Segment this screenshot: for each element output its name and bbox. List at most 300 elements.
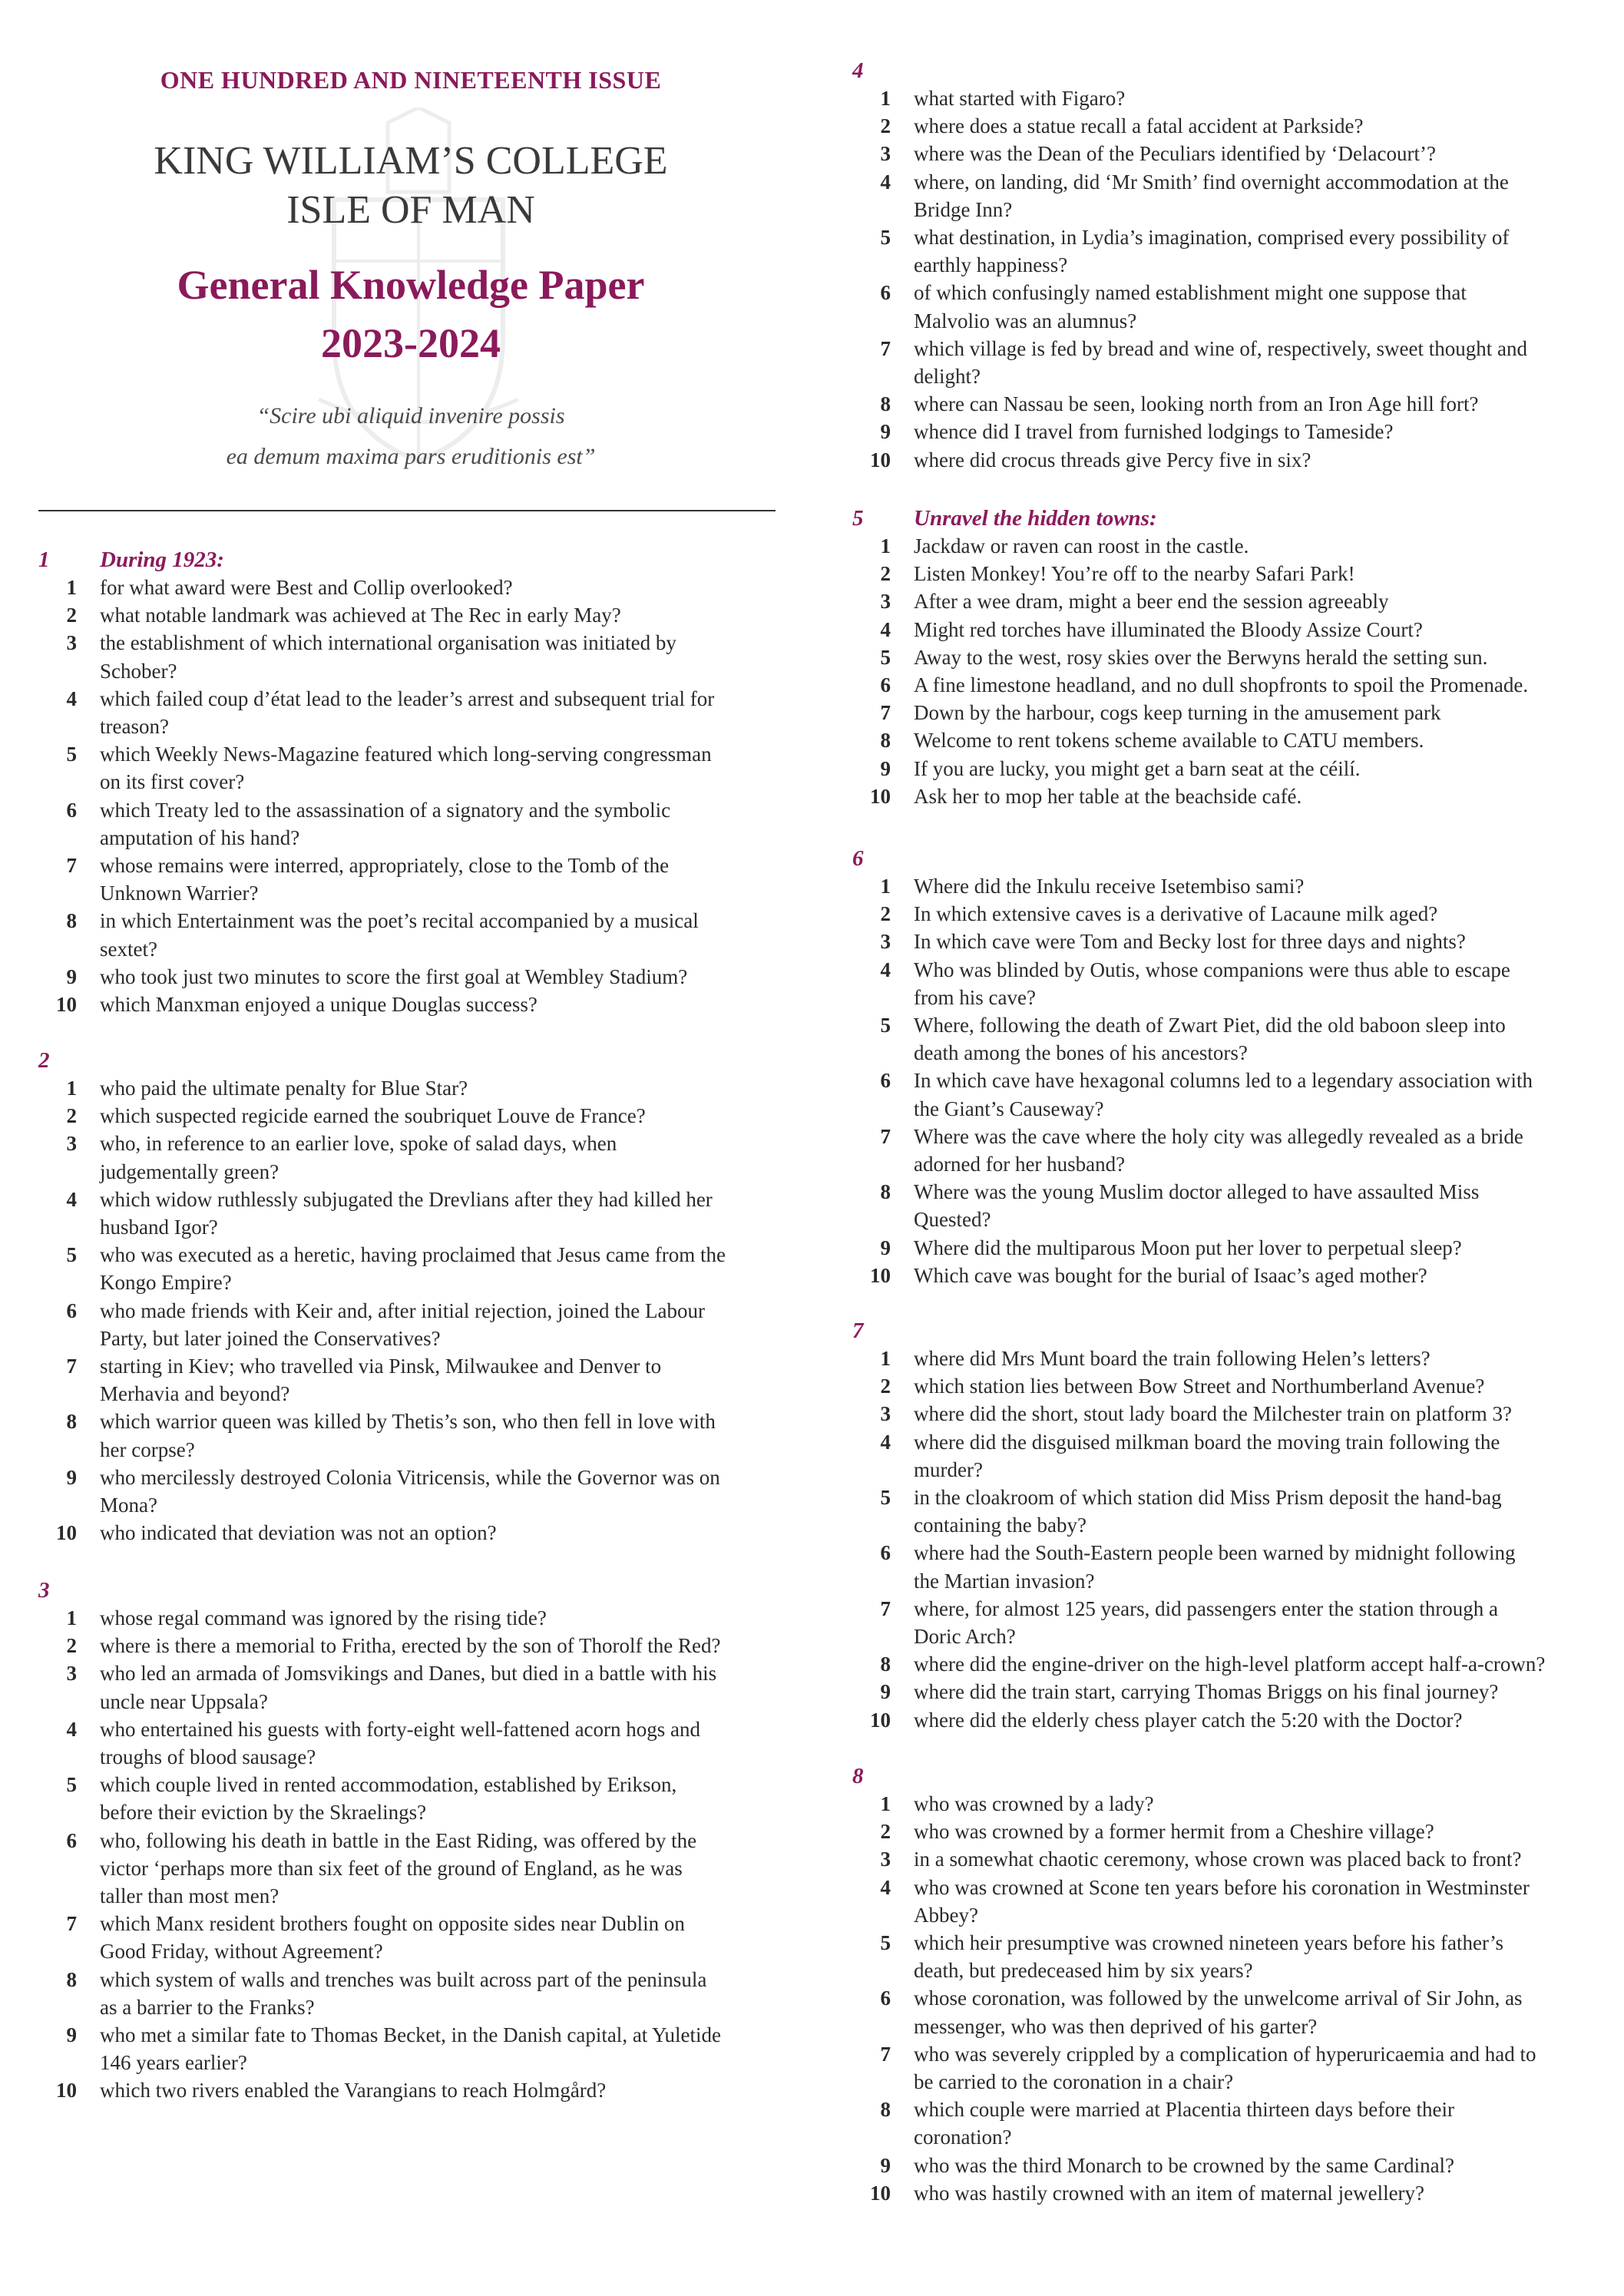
question-line: A fine limestone headland, and no dull shopfronts to spoil the Promenade.	[914, 673, 1529, 697]
question-line: In which cave were Tom and Becky lost for three days and nights?	[914, 930, 1466, 954]
question-number: 4	[880, 617, 891, 641]
question-number: 2	[880, 1820, 891, 1844]
question-number: 3	[880, 590, 891, 614]
question-number: 9	[66, 1465, 77, 1489]
question-line: who entertained his guests with forty-eight well-fattened acorn hogs and	[100, 1717, 701, 1741]
question-line: Might red torches have illuminated the Bloody Assize Court?	[914, 617, 1423, 641]
question-text	[100, 685, 806, 740]
section-7	[852, 1317, 1620, 1734]
question-text	[100, 1464, 806, 1519]
question-line: who was crowned by a lady?	[914, 1792, 1154, 1815]
question-line: where was the Dean of the Peculiars identified by ‘Delacourt’?	[914, 142, 1436, 166]
question-number: 1	[66, 1606, 77, 1629]
question-line: who indicated that deviation was not an option?	[100, 1521, 497, 1545]
question-line: of which confusingly named establishment might one suppose that	[914, 281, 1467, 305]
question-line: who met a similar fate to Thomas Becket, in the Danish capital, at Yuletide	[100, 2023, 722, 2047]
question-line: who was the third Monarch to be crowned by the same Cardinal?	[914, 2153, 1455, 2177]
question-number: 9	[66, 2023, 77, 2047]
section-2	[38, 1047, 806, 1547]
question-number: 4	[880, 1875, 891, 1899]
question-text	[914, 1818, 1620, 1845]
question-text	[914, 755, 1620, 782]
question-number: 3	[880, 1848, 891, 1871]
question-item	[852, 956, 1620, 1011]
paper-title: General Knowledge Paper	[177, 262, 645, 308]
question-item	[38, 1352, 806, 1408]
question-text	[914, 2152, 1620, 2179]
question-line: Abbey?	[914, 1903, 978, 1927]
question-line: whose coronation, was followed by the unwelcome arrival of Sir John, as	[914, 1987, 1523, 2010]
question-number: 4	[880, 958, 891, 981]
section-number: 4	[852, 58, 864, 83]
question-number: 2	[66, 604, 77, 627]
question-number: 4	[880, 1430, 891, 1454]
question-number: 6	[66, 1828, 77, 1852]
question-line: uncle near Uppsala?	[100, 1689, 268, 1713]
question-text	[100, 1297, 806, 1352]
question-number: 3	[66, 1132, 77, 1156]
question-number: 7	[880, 2042, 891, 2066]
question-item	[852, 1067, 1620, 1122]
question-number: 10	[870, 784, 891, 808]
question-text	[100, 1186, 806, 1241]
question-text	[100, 1604, 806, 1632]
question-item	[852, 587, 1620, 615]
question-item	[38, 1966, 806, 2021]
question-number: 6	[880, 1541, 891, 1565]
question-number: 10	[56, 1521, 77, 1545]
question-text	[100, 1771, 806, 1826]
section-number: 6	[852, 846, 864, 871]
question-line: as a barrier to the Franks?	[100, 1995, 315, 2019]
motto-line-2: ea demum maxima pars eruditionis est”	[226, 444, 596, 469]
question-number: 1	[66, 1077, 77, 1100]
question-text	[914, 1845, 1620, 1873]
question-item	[852, 446, 1620, 474]
question-number: 3	[880, 930, 891, 954]
question-item	[852, 1428, 1620, 1484]
question-line: in a somewhat chaotic ceremony, whose crown was placed back to front?	[914, 1848, 1522, 1871]
question-line: Party, but later joined the Conservatives?	[100, 1326, 441, 1350]
question-line: Bridge Inn?	[914, 197, 1013, 221]
question-line: In which extensive caves is a derivative of Lacaune milk aged?	[914, 902, 1438, 926]
question-item	[38, 629, 806, 684]
question-text	[914, 2040, 1620, 2096]
question-number: 4	[880, 170, 891, 194]
question-text	[100, 1102, 806, 1130]
question-number: 7	[880, 336, 891, 360]
question-item	[38, 685, 806, 740]
question-line: murder?	[914, 1457, 983, 1481]
question-text	[914, 279, 1620, 334]
question-line: for what award were Best and Collip overlooked?	[100, 576, 513, 599]
question-line: Merhavia and beyond?	[100, 1382, 290, 1406]
question-line: Quested?	[914, 1208, 991, 1232]
question-line: Doric Arch?	[914, 1625, 1016, 1649]
question-line: Listen Monkey! You’re off to the nearby Safari Park!	[914, 562, 1355, 586]
question-line: where had the South-Eastern people been warned by midnight following	[914, 1541, 1516, 1565]
question-number: 5	[880, 645, 891, 669]
question-item	[852, 1011, 1620, 1067]
question-line: whose regal command was ignored by the rising tide?	[100, 1606, 547, 1629]
question-number: 2	[880, 1375, 891, 1398]
question-number: 8	[880, 392, 891, 416]
question-number: 6	[66, 798, 77, 822]
question-line: taller than most men?	[100, 1884, 279, 1908]
question-line: who was executed as a heretic, having proclaimed that Jesus came from the	[100, 1243, 726, 1267]
question-number: 5	[66, 743, 77, 766]
question-line: from his cave?	[914, 985, 1036, 1009]
question-line: Welcome to rent tokens scheme available to CATU members.	[914, 729, 1424, 753]
question-item	[38, 852, 806, 907]
question-number: 1	[66, 576, 77, 599]
section-header	[852, 845, 1620, 872]
question-number: 10	[870, 1708, 891, 1732]
question-number: 10	[870, 1263, 891, 1287]
question-line: which couple lived in rented accommodation, established by Erikson,	[100, 1773, 677, 1797]
question-number: 8	[880, 2098, 891, 2122]
question-text	[100, 907, 806, 962]
question-text	[914, 1790, 1620, 1818]
question-line: which system of walls and trenches was built across part of the peninsula	[100, 1967, 707, 1991]
question-item	[852, 782, 1620, 810]
section-header	[852, 1762, 1620, 1790]
question-line: what notable landmark was achieved at The Rec in early May?	[100, 604, 621, 627]
question-number: 10	[870, 448, 891, 471]
question-item	[852, 560, 1620, 587]
question-number: 4	[66, 686, 77, 710]
question-line: which widow ruthlessly subjugated the Drevlians after they had killed her	[100, 1187, 713, 1211]
question-text	[914, 1706, 1620, 1734]
question-line: Away to the west, rosy skies over the Berwyns herald the setting sun.	[914, 645, 1488, 669]
question-text	[914, 1678, 1620, 1705]
question-line: where is there a memorial to Fritha, erected by the son of Thorolf the Red?	[100, 1634, 721, 1658]
question-line: Down by the harbour, cogs keep turning in the amusement park	[914, 701, 1441, 725]
question-number: 6	[880, 281, 891, 305]
question-number: 3	[66, 1662, 77, 1686]
question-number: 9	[880, 1236, 891, 1259]
question-item	[38, 1632, 806, 1659]
question-text	[100, 796, 806, 852]
question-line: which station lies between Bow Street and Northumberland Avenue?	[914, 1375, 1485, 1398]
question-text	[914, 1011, 1620, 1067]
question-item	[38, 1074, 806, 1102]
question-number: 7	[66, 854, 77, 878]
question-item	[38, 1827, 806, 1911]
question-line: earthly happiness?	[914, 253, 1068, 277]
question-number: 7	[66, 1912, 77, 1936]
question-text	[914, 1539, 1620, 1594]
question-text	[100, 1130, 806, 1185]
question-item	[852, 532, 1620, 560]
question-line: who made friends with Keir and, after initial rejection, joined the Labour	[100, 1299, 705, 1322]
question-text	[914, 1067, 1620, 1122]
question-line: who paid the ultimate penalty for Blue Star?	[100, 1077, 468, 1100]
question-item	[852, 1984, 1620, 2040]
question-line: Where was the young Muslim doctor alleged to have assaulted Miss	[914, 1180, 1480, 1204]
question-text	[914, 900, 1620, 928]
question-text	[914, 1484, 1620, 1539]
question-line: where did the engine-driver on the high-level platform accept half-a-crown?	[914, 1653, 1546, 1676]
question-line: Schober?	[100, 659, 177, 683]
section-header	[852, 1317, 1620, 1345]
question-line: death, but predeceased him by six years?	[914, 1959, 1253, 1983]
section-4	[852, 57, 1620, 474]
motto-line-1: “Scire ubi aliquid invenire possis	[256, 403, 565, 428]
question-number: 4	[66, 1187, 77, 1211]
section-number: 5	[852, 506, 864, 531]
question-number: 7	[880, 1124, 891, 1148]
question-item	[852, 1123, 1620, 1178]
question-number: 6	[880, 1987, 891, 2010]
question-item	[852, 418, 1620, 445]
question-item	[38, 2021, 806, 2076]
question-number: 3	[66, 631, 77, 655]
question-text	[914, 84, 1620, 112]
question-item	[852, 726, 1620, 754]
question-text	[100, 2076, 806, 2104]
question-text	[914, 1428, 1620, 1484]
question-number: 8	[66, 1410, 77, 1434]
question-text	[914, 223, 1620, 279]
section-3	[38, 1576, 806, 2105]
question-item	[38, 574, 806, 601]
question-line: who was severely crippled by a complication of hyperuricaemia and had to	[914, 2042, 1536, 2066]
question-line: Where was the cave where the holy city was allegedly revealed as a bride	[914, 1124, 1523, 1148]
question-text	[914, 726, 1620, 754]
question-item	[852, 335, 1620, 390]
question-item	[38, 1130, 806, 1185]
question-number: 5	[880, 1486, 891, 1510]
question-text	[914, 418, 1620, 445]
question-number: 9	[880, 2153, 891, 2177]
question-number: 9	[880, 420, 891, 444]
question-item	[852, 1539, 1620, 1594]
question-text	[914, 560, 1620, 587]
section-number: 7	[852, 1318, 864, 1343]
question-text	[914, 390, 1620, 418]
question-item	[38, 1604, 806, 1632]
question-item	[852, 699, 1620, 726]
question-text	[914, 1372, 1620, 1400]
question-number: 8	[66, 909, 77, 933]
question-line: whose remains were interred, appropriately, close to the Tomb of the	[100, 854, 670, 878]
question-text	[100, 1519, 806, 1547]
question-text	[100, 1966, 806, 2021]
question-line: what destination, in Lydia’s imagination, comprised every possibility of	[914, 226, 1510, 250]
question-item	[852, 112, 1620, 140]
question-text	[100, 2021, 806, 2076]
question-number: 5	[880, 1014, 891, 1037]
college-location: ISLE OF MAN	[286, 188, 535, 232]
question-item	[852, 2179, 1620, 2207]
question-number: 6	[880, 673, 891, 697]
question-line: which couple were married at Placentia thirteen days before their	[914, 2098, 1454, 2122]
question-line: before their eviction by the Skraelings?	[100, 1801, 427, 1825]
question-number: 8	[880, 729, 891, 753]
question-line: who was crowned at Scone ten years before his coronation in Westminster	[914, 1875, 1530, 1899]
question-line: where did the elderly chess player catch the 5:20 with the Doctor?	[914, 1708, 1463, 1732]
question-number: 7	[880, 701, 891, 725]
question-line: who led an armada of Jomsvikings and Danes, but died in a battle with his	[100, 1662, 717, 1686]
question-text	[914, 1874, 1620, 1929]
question-text	[914, 671, 1620, 699]
question-text	[100, 991, 806, 1018]
question-number: 9	[880, 1680, 891, 1704]
question-number: 2	[66, 1104, 77, 1128]
question-line: amputation of his hand?	[100, 825, 300, 849]
question-item	[852, 1372, 1620, 1400]
question-line: which two rivers enabled the Varangians to reach Holmgård?	[100, 2079, 607, 2102]
question-text	[100, 1074, 806, 1102]
question-item	[852, 900, 1620, 928]
question-text	[914, 1234, 1620, 1262]
question-line: Ask her to mop her table at the beachside café.	[914, 784, 1302, 808]
question-number: 3	[880, 1402, 891, 1426]
question-line: which suspected regicide earned the soubriquet Louve de France?	[100, 1104, 646, 1128]
question-line: who, following his death in battle in the East Riding, was offered by the	[100, 1828, 697, 1852]
section-header	[852, 57, 1620, 84]
question-line: sextet?	[100, 937, 157, 961]
question-number: 4	[66, 1717, 77, 1741]
question-line: troughs of blood sausage?	[100, 1745, 316, 1769]
question-item	[852, 1400, 1620, 1428]
question-item	[852, 1678, 1620, 1705]
question-line: Mona?	[100, 1494, 157, 1517]
question-number: 9	[66, 964, 77, 988]
paper-year: 2023-2024	[321, 320, 501, 366]
question-line: where did crocus threads give Percy five in six?	[914, 448, 1311, 471]
question-number: 1	[880, 875, 891, 898]
question-number: 1	[880, 1792, 891, 1815]
question-line: where did the short, stout lady board the Milchester train on platform 3?	[914, 1402, 1513, 1426]
question-line: who took just two minutes to score the first goal at Wembley Stadium?	[100, 964, 688, 988]
question-item	[852, 616, 1620, 643]
question-text	[914, 1262, 1620, 1289]
question-item	[852, 1345, 1620, 1372]
question-text	[914, 1595, 1620, 1650]
question-number: 2	[880, 114, 891, 138]
section-header	[38, 546, 806, 574]
question-line: in which Entertainment was the poet’s recital accompanied by a musical	[100, 909, 699, 933]
question-item	[38, 1408, 806, 1463]
question-line: containing the baby?	[914, 1514, 1087, 1537]
question-text	[914, 2179, 1620, 2207]
question-item	[38, 991, 806, 1018]
question-item	[38, 1464, 806, 1519]
question-number: 1	[880, 534, 891, 557]
question-text	[914, 616, 1620, 643]
question-item	[852, 643, 1620, 671]
section-5	[852, 505, 1620, 810]
question-text	[100, 1408, 806, 1463]
question-number: 5	[66, 1773, 77, 1797]
question-line: whence did I travel from furnished lodgings to Tameside?	[914, 420, 1394, 444]
question-item	[852, 223, 1620, 279]
question-line: the Martian invasion?	[914, 1569, 1095, 1593]
question-line: In which cave have hexagonal columns led to a legendary association with	[914, 1069, 1533, 1093]
section-title: Unravel the hidden towns:	[914, 506, 1157, 531]
section-header	[38, 1047, 806, 1074]
question-line: the Giant’s Causeway?	[914, 1097, 1104, 1120]
question-line: who was crowned by a former hermit from a Cheshire village?	[914, 1820, 1434, 1844]
question-text	[100, 629, 806, 684]
question-text	[914, 2096, 1620, 2151]
question-item	[852, 1484, 1620, 1539]
question-number: 2	[880, 562, 891, 586]
section-number: 2	[38, 1048, 50, 1073]
question-number: 8	[880, 1653, 891, 1676]
question-text	[914, 782, 1620, 810]
question-line: treason?	[100, 715, 169, 739]
question-line: Where did the Inkulu receive Isetembiso sami?	[914, 875, 1305, 898]
question-line: messenger, who was then deprived of his garter?	[914, 2014, 1318, 2038]
question-line: Who was blinded by Outis, whose companions were thus able to escape	[914, 958, 1510, 981]
question-item	[852, 168, 1620, 223]
question-text	[914, 112, 1620, 140]
question-text	[100, 1715, 806, 1771]
question-text	[914, 587, 1620, 615]
section-number: 1	[38, 548, 50, 572]
question-line: on its first cover?	[100, 770, 245, 794]
question-item	[852, 2040, 1620, 2096]
question-line: Kongo Empire?	[100, 1271, 232, 1295]
question-item	[38, 1297, 806, 1352]
question-line: starting in Kiev; who travelled via Pinsk, Milwaukee and Denver to	[100, 1355, 662, 1378]
question-item	[852, 1874, 1620, 1929]
question-line: which Manx resident brothers fought on opposite sides near Dublin on	[100, 1912, 685, 1936]
question-line: After a wee dram, might a beer end the session agreeably	[914, 590, 1389, 614]
question-item	[852, 1595, 1620, 1650]
question-text	[100, 601, 806, 629]
question-line: victor ‘perhaps more than six feet of the ground of England, as he was	[100, 1856, 683, 1880]
question-text	[914, 335, 1620, 390]
question-text	[914, 956, 1620, 1011]
question-text	[914, 168, 1620, 223]
section-header	[38, 1576, 806, 1604]
question-item	[38, 1102, 806, 1130]
question-text	[914, 140, 1620, 167]
question-line: Malvolio was an alumnus?	[914, 309, 1137, 332]
question-text	[914, 872, 1620, 900]
question-item	[38, 2076, 806, 2104]
question-number: 7	[880, 1596, 891, 1620]
question-line: Which cave was bought for the burial of Isaac’s aged mother?	[914, 1263, 1427, 1287]
question-item	[38, 1659, 806, 1715]
section-6	[852, 845, 1620, 1289]
question-text	[914, 1345, 1620, 1372]
question-item	[38, 963, 806, 991]
question-item	[852, 671, 1620, 699]
question-number: 8	[66, 1967, 77, 1991]
question-line: which Manxman enjoyed a unique Douglas success?	[100, 993, 537, 1017]
question-number: 2	[880, 902, 891, 926]
question-text	[100, 1827, 806, 1911]
question-line: 146 years earlier?	[100, 2051, 247, 2075]
question-item	[852, 279, 1620, 334]
question-item	[38, 1910, 806, 1965]
question-item	[852, 84, 1620, 112]
question-text	[100, 1352, 806, 1408]
question-line: If you are lucky, you might get a barn seat at the céilí.	[914, 756, 1361, 780]
question-item	[38, 907, 806, 962]
question-line: where did Mrs Munt board the train following Helen’s letters?	[914, 1347, 1431, 1370]
question-text	[914, 1400, 1620, 1428]
question-line: delight?	[914, 365, 981, 389]
section-number: 3	[38, 1578, 50, 1603]
question-text	[914, 643, 1620, 671]
question-item	[38, 1519, 806, 1547]
